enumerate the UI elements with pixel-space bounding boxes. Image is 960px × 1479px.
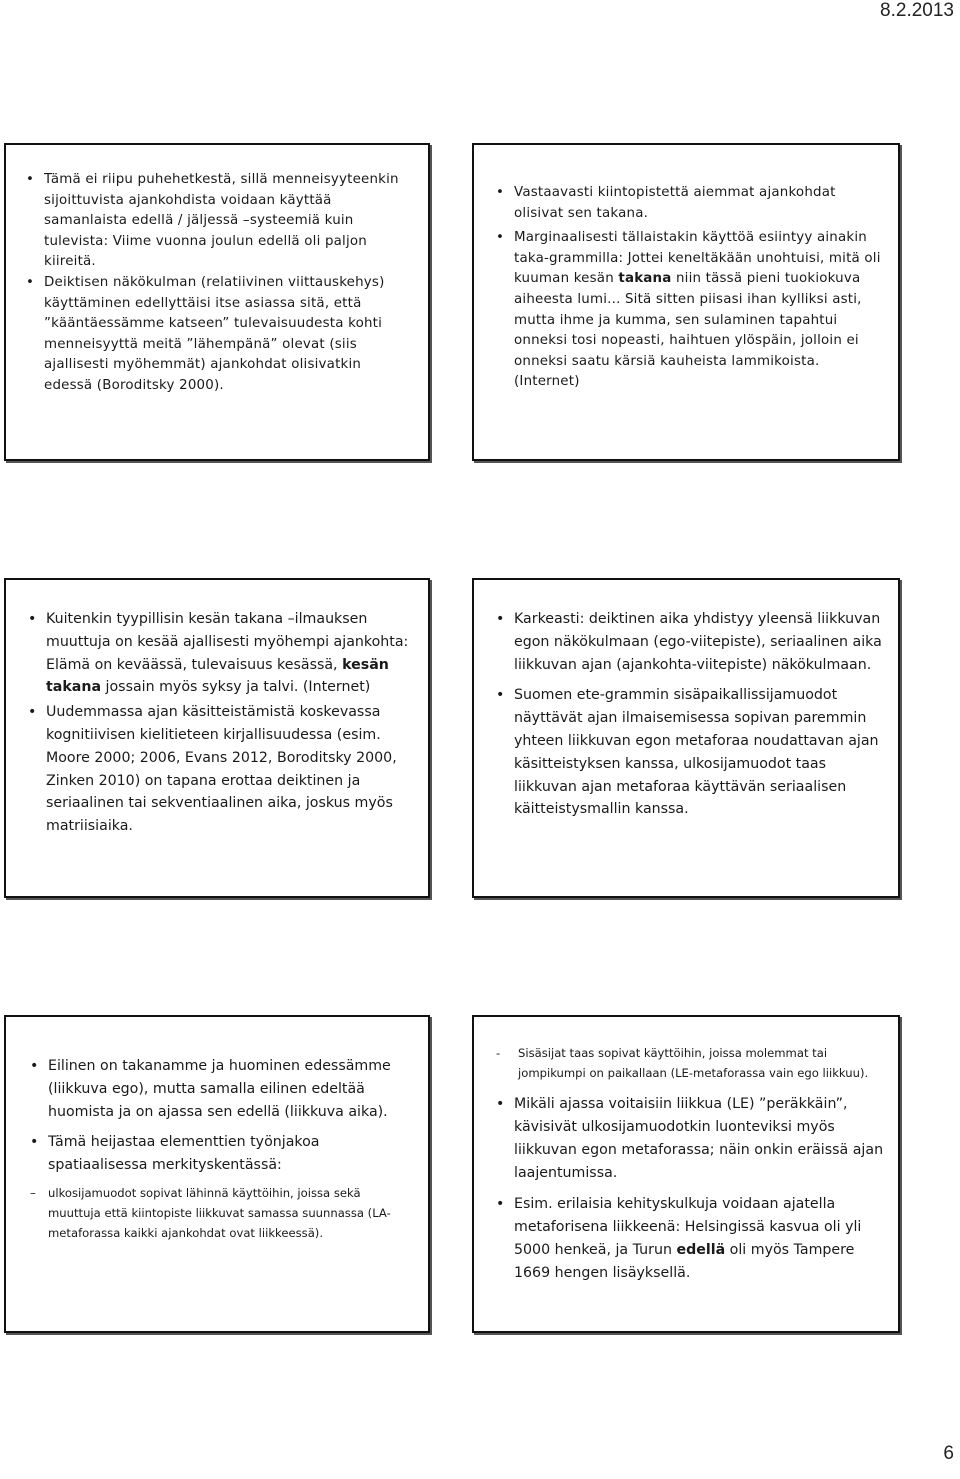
bullet-item: • Vastaavasti kiintopistettä aiemmat ajankohdat olisivat sen takana. — [496, 183, 884, 224]
bullet-item: • Deiktisen näkökulman (relatiivinen viittauskehys) käyttäminen edellyttäisi itse asiassa sitä, että ”kääntäessämme katseen” tulevaisuudesta kohti menneisyyttä meitä ”lähempänä” olevat (siis ajallisesti myöhemmät) ajankohdat olisivatkin edessä (Boroditsky 2000). — [26, 273, 410, 397]
bold-term: edellä — [676, 1242, 726, 1258]
bullet-item — [28, 608, 414, 699]
bullet-item: • Uudemmassa ajan käsitteistämistä koskevassa kognitiivisen kielitieteen kirjallisuudessa (esim. Moore 2000; 2006, Evans 2012, Boroditsky 2000, Zinken 2010) on tapana erottaa deiktinen ja seriaalinen tai sekventiaalinen aika, joskus myös matriisiaika. — [28, 701, 414, 838]
bold-term: kesän takana — [46, 656, 389, 696]
sub-bullet-item: - Sisäsijat taas sopivat käyttöihin, joissa molemmat tai jompikumpi on paikallaan (LE-metaforassa vain ego liikkuu). — [496, 1043, 888, 1083]
page-number: 6 — [943, 1443, 954, 1464]
bullet-text: jossain myös syksy ja talvi. (Internet) — [101, 679, 371, 696]
bullet-item: • Mikäli ajassa voitaisiin liikkua (LE) ”peräkkäin”, kävisivät ulkosijamuodotkin luonteviksi myös liikkuvan egon metaforassa; näin onkin eräissä ajan laajentumissa. — [496, 1093, 888, 1185]
bullet-text: oli myös Tampere 1669 hengen lisäyksellä. — [514, 1242, 855, 1281]
bullet-item — [496, 1193, 888, 1285]
bullet-text: niin tässä pieni tuokiokuva aiheesta lumi... Sitä sitten piisasi ihan kylliksi asti, mutta ihme ja kumma, sen sulaminen tapahtui onneksi tosi nopeasti, haihtuen ylöspäin, jolloin ei onneksi saatu kärsiä kauheista lammikoista. (Internet) — [514, 271, 862, 390]
bullet-item — [496, 228, 884, 393]
slide-3 — [4, 578, 430, 898]
bullet-item: • Tämä heijastaa elementtien työnjakoa spatiaalisessa merkityskentässä: — [30, 1131, 414, 1177]
bullet-text: Kuitenkin tyypillisin kesän takana –ilmauksen muuttuja on kesää ajallisesti myöhempi ajankohta: Elämä on keväässä, tulevaisuus kesässä, — [46, 611, 409, 673]
slide-1 — [4, 143, 430, 461]
slide-5 — [4, 1015, 430, 1333]
sub-bullet-list — [30, 1183, 414, 1243]
bullet-list — [30, 1055, 414, 1177]
bullet-item: • Eilinen on takanamme ja huominen edessämme (liikkuva ego), mutta samalla eilinen edeltää huomista ja on ajassa sen edellä (liikkuva aika). — [30, 1055, 414, 1123]
slide-6 — [472, 1015, 900, 1333]
bullet-text: Marginaalisesti tällaistakin käyttöä esiintyy ainakin taka-grammilla: Jottei keneltäkään unohtuisi, mitä oli kuuman kesän — [514, 230, 881, 287]
document-date: 8.2.2013 — [880, 0, 954, 21]
bullet-list — [28, 608, 414, 838]
bullet-item: • Tämä ei riipu puhehetkestä, sillä menneisyyteenkin sijoittuvista ajankohdista voidaan käyttää samanlaista edellä / jäljessä –systeemiä kuin tulevista: Viime vuonna joulun edellä oli paljon kiireitä. — [26, 170, 410, 273]
bullet-list — [496, 1093, 888, 1285]
slide-4 — [472, 578, 900, 898]
bullet-list — [26, 170, 410, 397]
bullet-list — [496, 183, 884, 393]
sub-bullet-list — [496, 1043, 888, 1083]
slide-2 — [472, 143, 900, 461]
bullet-text: Esim. erilaisia kehityskulkuja voidaan ajatella metaforisena liikkeenä: Helsingissä kasvua oli yli 5000 henkeä, ja Turun — [514, 1196, 862, 1258]
bullet-item: • Karkeasti: deiktinen aika yhdistyy yleensä liikkuvan egon näkökulmaan (ego-viitepiste), seriaalinen aika liikkuvan ajan (ajankohta-viitepiste) näkökulmaan. — [496, 608, 888, 676]
bullet-item: • Suomen ete-grammin sisäpaikallissijamuodot näyttävät ajan ilmaisemisessa sopivan paremmin yhteen liikkuvan egon metaforaa noudattavan ajan käsitteistyksen kanssa, ulkosijamuodot taas liikkuvan ajan metaforaa käyttävän seriaalisen käitteistysmallin kanssa. — [496, 684, 888, 821]
bullet-list — [496, 608, 888, 821]
bold-term: takana — [618, 271, 672, 287]
sub-bullet-item: – ulkosijamuodot sopivat lähinnä käyttöihin, joissa sekä muuttuja että kiintopiste liikkuvat samassa suunnassa (LA-metaforassa kaikki ajankohdat ovat liikkeessä). — [30, 1183, 414, 1243]
